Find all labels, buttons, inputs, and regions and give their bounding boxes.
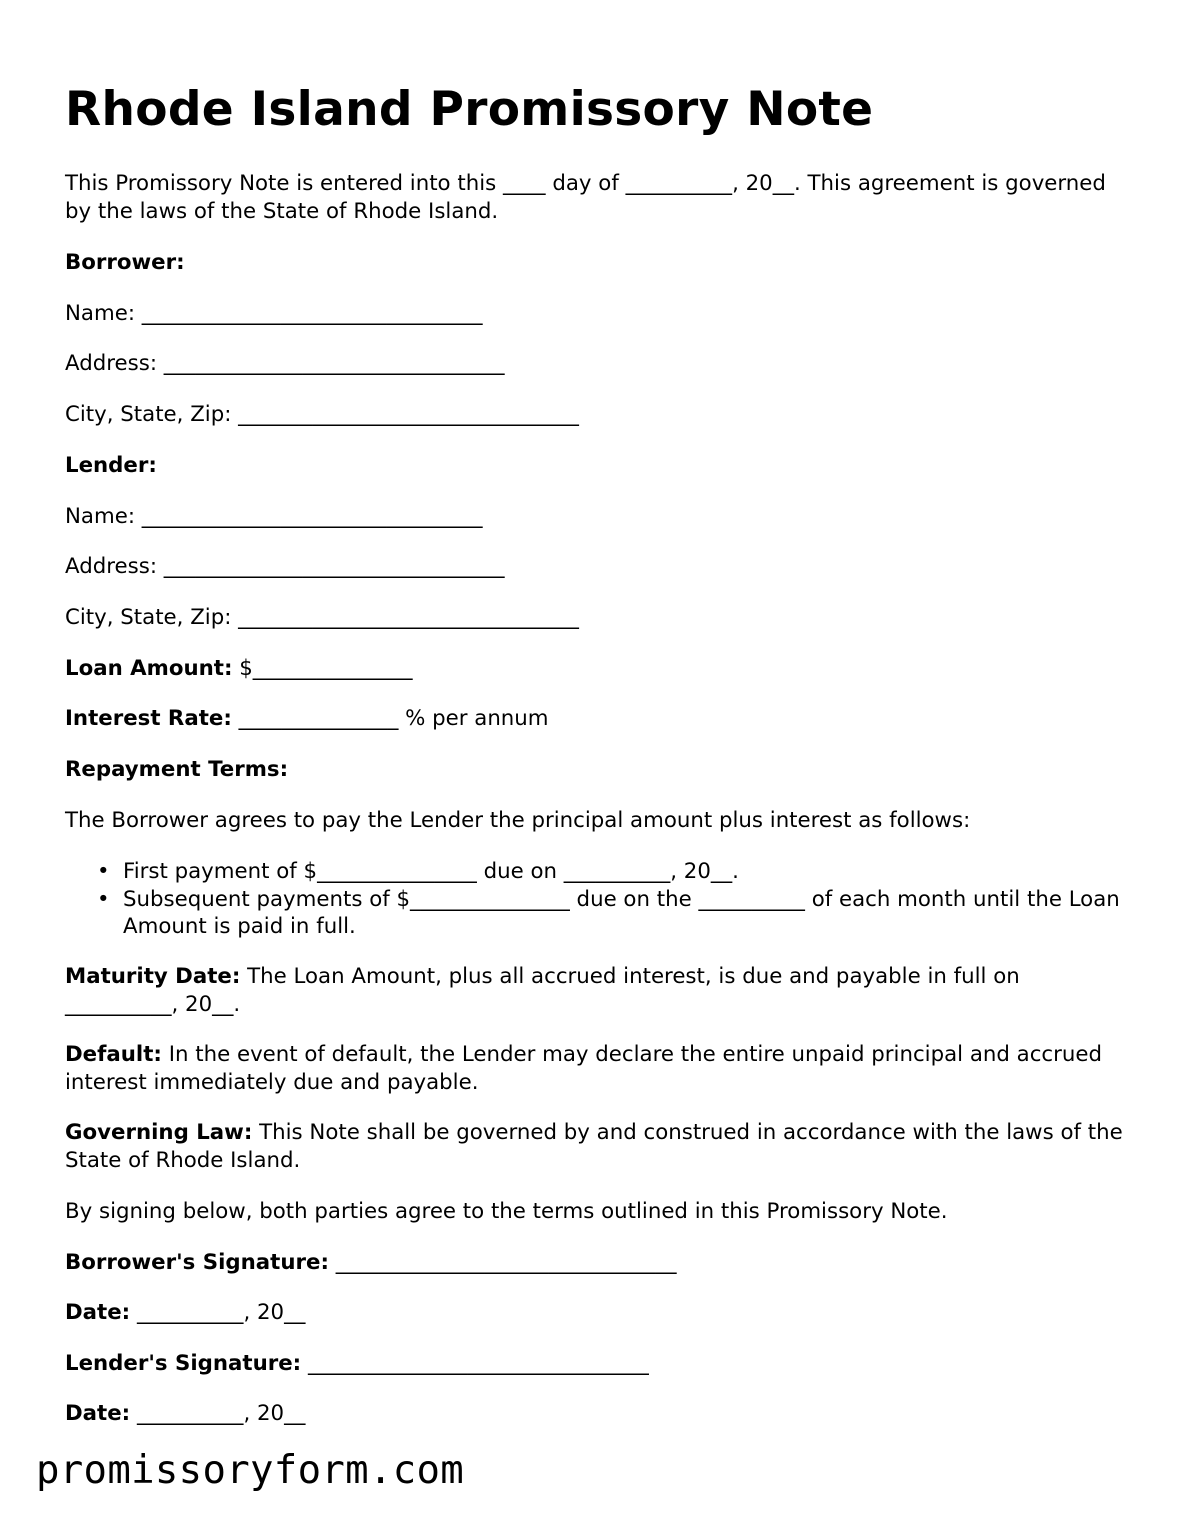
maturity-label: Maturity Date: [65,964,241,989]
borrower-signature-line: ________________________________ [328,1250,677,1275]
loan-amount-blank: $_______________ [232,656,413,681]
repayment-heading [65,756,1125,784]
lender-signature-line: ________________________________ [301,1351,649,1376]
lender-date-line: __________, 20__ [130,1401,306,1426]
interest-rate-field [65,705,1125,733]
lender-date-label: Date: [65,1401,131,1426]
lender-address-field: Address: ________________________________ [65,554,505,579]
default-label: Default: [65,1042,162,1067]
repayment-text: The Borrower agrees to pay the Lender the principal amount plus interest as follows: [65,808,971,833]
agreement-text: By signing below, both parties agree to the terms outlined in this Promissory Note. [65,1199,948,1224]
lender-signature-field [65,1350,1125,1378]
list-item: • First payment of $_______________ due on __________, 20__. [65,858,1125,886]
lender-date-field [65,1400,1125,1428]
borrower-address-field: Address: ________________________________ [65,351,505,376]
interest-rate-blank: _______________ % per annum [231,706,549,731]
borrower-heading-label: Borrower: [65,250,185,275]
lender-heading-label: Lender: [65,453,157,478]
borrower-signature-label: Borrower's Signature: [65,1250,329,1275]
governing-law-text: This Note shall be governed by and construed in accordance with the laws of the State of Rhode Island. [65,1120,1123,1173]
intro-paragraph: This Promissory Note is entered into this ____ day of __________, 20__. This agreement is governed by the laws of the State of Rhode Island. [65,171,1106,224]
borrower-heading [65,249,1125,277]
loan-amount-label: Loan Amount: [65,656,233,681]
maturity-text: The Loan Amount, plus all accrued interest, is due and payable in full on __________, 20__. [65,964,1020,1017]
borrower-date-field [65,1299,1125,1327]
borrower-date-label: Date: [65,1300,131,1325]
default-text: In the event of default, the Lender may declare the entire unpaid principal and accrued interest immediately due and payable. [65,1042,1103,1095]
maturity-paragraph [65,963,1125,1018]
borrower-signature-field [65,1249,1125,1277]
lender-signature-label: Lender's Signature: [65,1351,302,1376]
page-title: Rhode Island Promissory Note [65,82,874,137]
lender-name-field: Name: ________________________________ [65,504,483,529]
repayment-list [65,858,1125,941]
borrower-date-line: __________, 20__ [130,1300,306,1325]
governing-law-paragraph [65,1119,1125,1174]
interest-rate-label: Interest Rate: [65,706,232,731]
lender-city-field: City, State, Zip: ________________________________ [65,605,579,630]
lender-heading [65,452,1125,480]
loan-amount-field [65,655,1125,683]
repayment-heading-label: Repayment Terms: [65,757,289,782]
default-paragraph [65,1041,1125,1096]
list-item: • Subsequent payments of $_______________ due on the __________ of each month until the Loan Amount is paid in full. [65,886,1125,941]
borrower-name-field: Name: ________________________________ [65,301,483,326]
borrower-city-field: City, State, Zip: ________________________________ [65,402,579,427]
governing-law-label: Governing Law: [65,1120,253,1145]
site-watermark: promissoryform.com [36,1448,465,1493]
